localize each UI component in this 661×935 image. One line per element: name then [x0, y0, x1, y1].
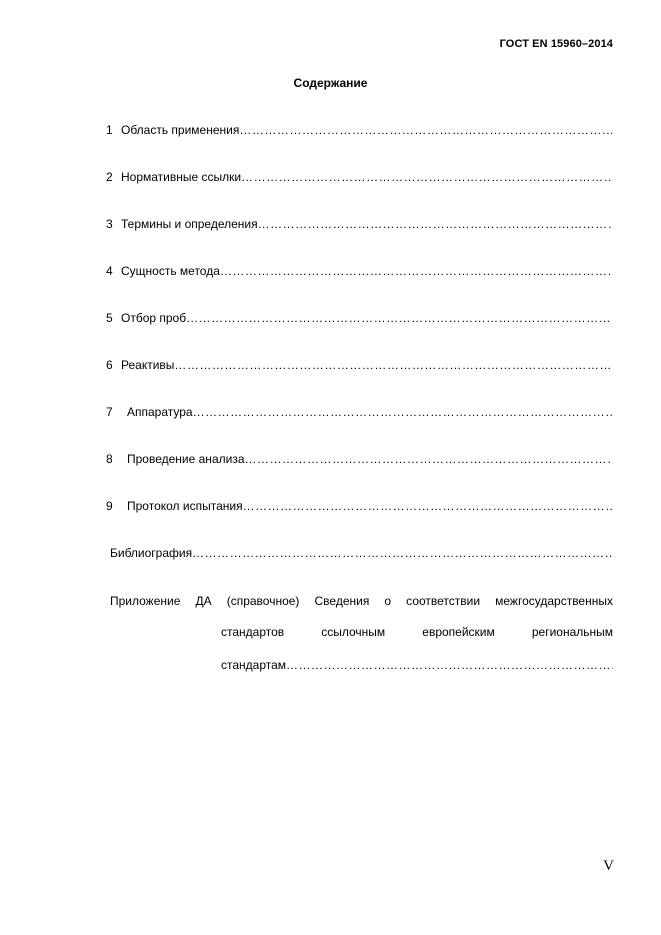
- toc-item-reagents[interactable]: [106, 355, 612, 375]
- toc-item-number: 5: [106, 311, 113, 325]
- toc-item-bibliography[interactable]: [106, 543, 612, 563]
- toc-item-terms[interactable]: [106, 214, 612, 234]
- toc-item-number: 8: [106, 452, 113, 466]
- toc-item-title: Нормативные ссылки: [121, 170, 242, 184]
- toc-item-number: 4: [106, 264, 113, 278]
- toc-item-normative-references[interactable]: [106, 167, 612, 187]
- toc-item-title: Сущность метода: [121, 264, 220, 278]
- toc-item-procedure[interactable]: [106, 449, 612, 469]
- toc-item-number: 7: [106, 405, 113, 419]
- document-code: ГОСТ EN 15960–2014: [499, 38, 613, 50]
- toc-item-title: Область применения: [121, 123, 240, 137]
- annex-title-line: стандартов ссылочным европейским региональным: [221, 625, 613, 639]
- toc-item-apparatus[interactable]: [106, 402, 612, 422]
- toc-item-title: Библиография: [110, 546, 193, 560]
- toc-item-title: Отбор проб: [121, 311, 187, 325]
- toc-item-number: 1: [106, 123, 113, 137]
- toc-item-number: 2: [106, 170, 113, 184]
- toc-item-number: 9: [106, 499, 113, 513]
- toc-item-principle[interactable]: [106, 261, 612, 281]
- toc-item-number: 3: [106, 217, 113, 231]
- annex-title-line: Приложение ДА (справочное) Сведения о соответствии межгосударственных: [110, 594, 613, 608]
- toc-item-annex[interactable]: [110, 590, 613, 676]
- toc-item-test-report[interactable]: [106, 496, 612, 516]
- annex-title-line: [221, 654, 613, 676]
- toc-item-title: Реактивы: [121, 358, 175, 372]
- annex-title-end: стандартам: [221, 658, 287, 672]
- toc-title: Содержание: [293, 76, 368, 90]
- toc-item-sampling[interactable]: [106, 308, 612, 328]
- table-of-contents: [106, 120, 612, 590]
- toc-item-title: Проведение анализа: [127, 452, 245, 466]
- toc-item-scope[interactable]: [106, 120, 612, 140]
- toc-item-title: Протокол испытания: [127, 499, 243, 513]
- toc-item-number: 6: [106, 358, 113, 372]
- toc-item-title: Аппаратура: [127, 405, 193, 419]
- page-number: V: [603, 858, 614, 874]
- toc-item-title: Термины и определения: [121, 217, 258, 231]
